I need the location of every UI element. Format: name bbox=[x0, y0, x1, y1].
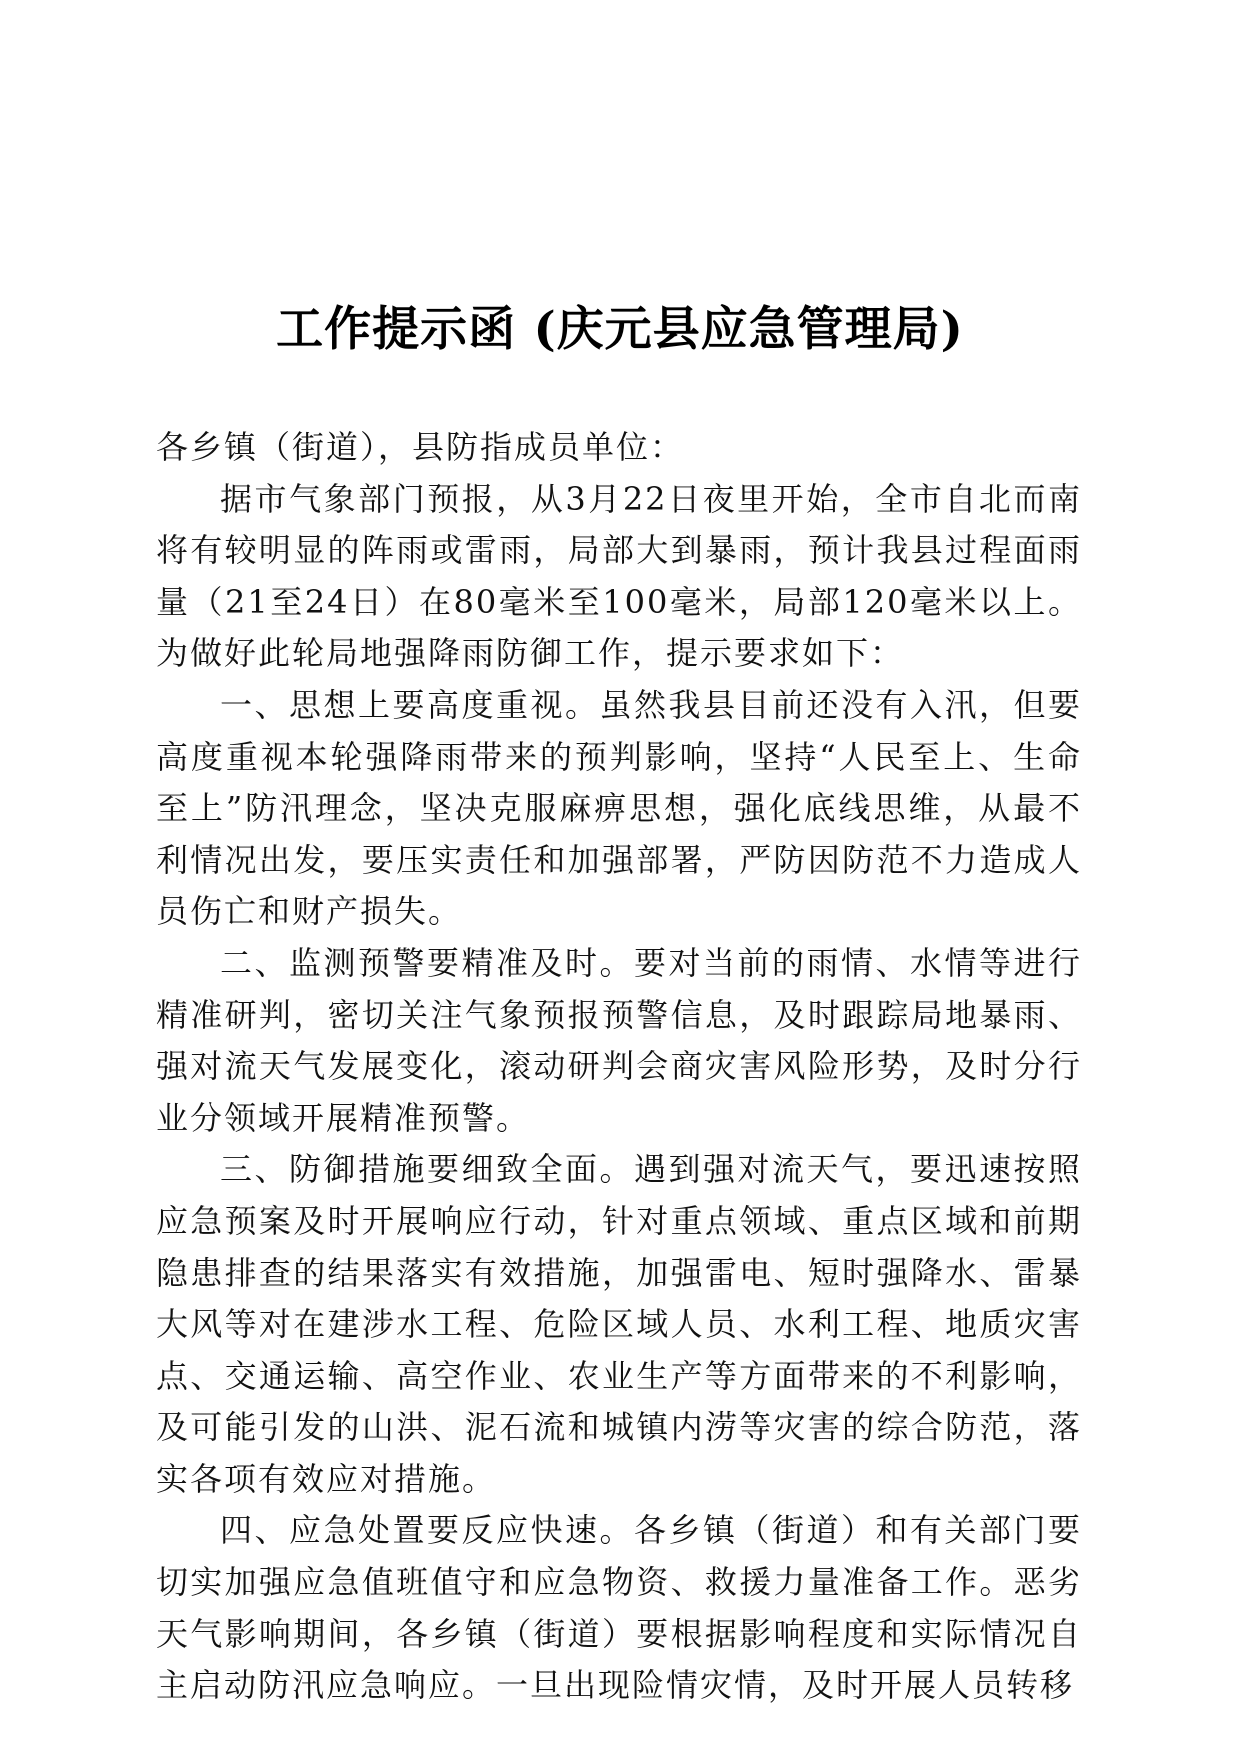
paragraph-item-2: 二、监测预警要精准及时。要对当前的雨情、水情等进行精准研判，密切关注气象预报预警信息，及时跟踪局地暴雨、强对流天气发展变化，滚动研判会商灾害风险形势，及时分行业分领域开展精准预警。 bbox=[156, 943, 1082, 1137]
paragraph-forecast: 据市气象部门预报，从3月22日夜里开始，全市自北而南将有较明显的阵雨或雷雨，局部大到暴雨，预计我县过程面雨量（21至24日）在80毫米至100毫米，局部120毫米以上。为做好此轮局地强降雨防御工作，提示要求如下： bbox=[156, 479, 1082, 673]
paragraph-item-1: 一、思想上要高度重视。虽然我县目前还没有入汛，但要高度重视本轮强降雨带来的预判影响，坚持“人民至上、生命至上”防汛理念，坚决克服麻痹思想，强化底线思维，从最不利情况出发，要压实责任和加强部署，严防因防范不力造成人员伤亡和财产损失。 bbox=[156, 685, 1082, 931]
paragraph-item-3: 三、防御措施要细致全面。遇到强对流天气，要迅速按照应急预案及时开展响应行动，针对重点领域、重点区域和前期隐患排查的结果落实有效措施，加强雷电、短时强降水、雷暴大风等对在建涉水工程、危险区域人员、水利工程、地质灾害点、交通运输、高空作业、农业生产等方面带来的不利影响，及可能引发的山洪、泥石流和城镇内涝等灾害的综合防范，落实各项有效应对措施。 bbox=[156, 1150, 1082, 1498]
paragraph-item-4: 四、应急处置要反应快速。各乡镇（街道）和有关部门要切实加强应急值班值守和应急物资、救援力量准备工作。恶劣天气影响期间，各乡镇（街道）要根据影响程度和实际情况自主启动防汛应急响应。一旦出现险情灾情，及时开展人员转移 bbox=[156, 1511, 1082, 1705]
document-body bbox=[156, 422, 1082, 1712]
document-title: 工作提示函 (庆元县应急管理局) bbox=[276, 302, 964, 357]
salutation: 各乡镇（街道），县防指成员单位： bbox=[156, 428, 685, 466]
